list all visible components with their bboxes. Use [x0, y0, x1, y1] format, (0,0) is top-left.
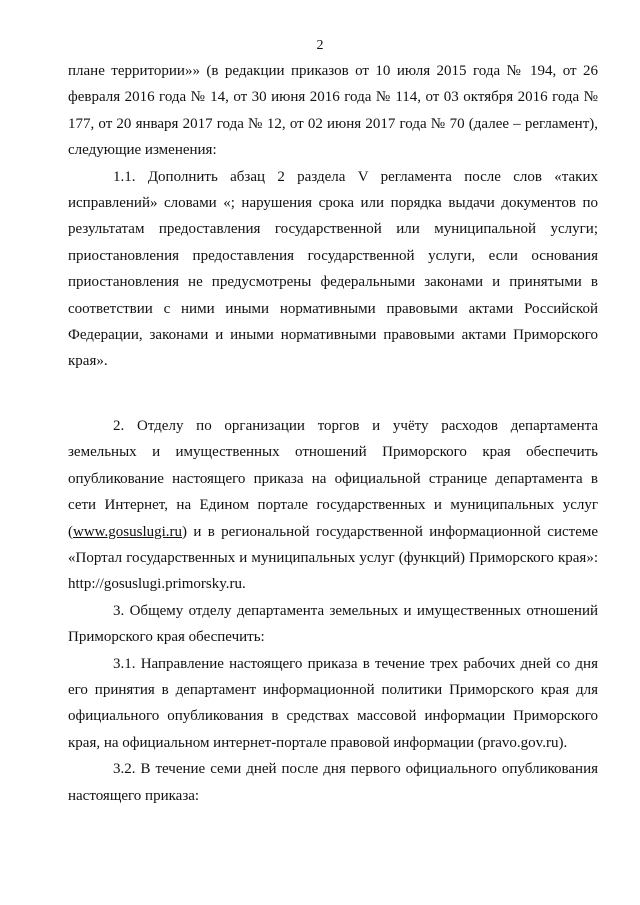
- paragraph-2-text-start: 2. Отделу по организации торгов и учёту расходов департамента земельных и имущественных отношений Приморского края обеспечить опубликование настоящего приказа на официальной странице департамента в сети Интернет, на Едином портале государственных и муниципальных услуг (: [68, 417, 598, 540]
- paragraph-2-text-end: ) и в региональной государственной информационной системе «Портал государственных и муниципальных услуг (функций) Приморского края»: http://gosuslugi.primorsky.ru.: [68, 523, 598, 593]
- paragraph-3-1: 3.1. Направление настоящего приказа в течение трех рабочих дней со дня его принятия в департамент информационной политики Приморского края для официального опубликования в средствах массовой информации Приморского края, на официальном интернет-портале правовой информации (pravo.gov.ru).: [68, 655, 598, 751]
- paragraph-3: 3. Общему отделу департамента земельных и имущественных отношений Приморского края обеспечить:: [68, 602, 598, 646]
- gosuslugi-link[interactable]: www.gosuslugi.ru: [73, 523, 183, 540]
- paragraph-3-2: 3.2. В течение семи дней после дня первого официального опубликования настоящего приказа:: [68, 761, 598, 804]
- paragraph-intro-continuation: плане территории»» (в редакции приказов от 10 июля 2015 года № 194, от 26 февраля 2016 года № 14, от 30 июня 2016 года № 114, от 03 октября 2016 года № 177, от 20 января 2017 года № 12, от 02 июня 2017 года № 70 (далее – регламент), следующие изменения:: [68, 63, 598, 159]
- document-body: [68, 58, 598, 809]
- paragraph-spacer: [68, 375, 598, 413]
- page-number: 2: [316, 38, 324, 53]
- paragraph-2: [68, 413, 598, 598]
- paragraph-1-1: 1.1. Дополнить абзац 2 раздела V регламента после слов «таких исправлений» словами «; нарушения срока или порядка выдачи документов по результатам предоставления государственной или муниципальной услуги; приостановления предоставления государственной услуги, если основания приостановления не предусмотрены федеральными законами и принятыми в соответствии с ними иными нормативными правовыми актами Российской Федерации, законами и иными нормативными правовыми актами Приморского края».: [68, 168, 598, 370]
